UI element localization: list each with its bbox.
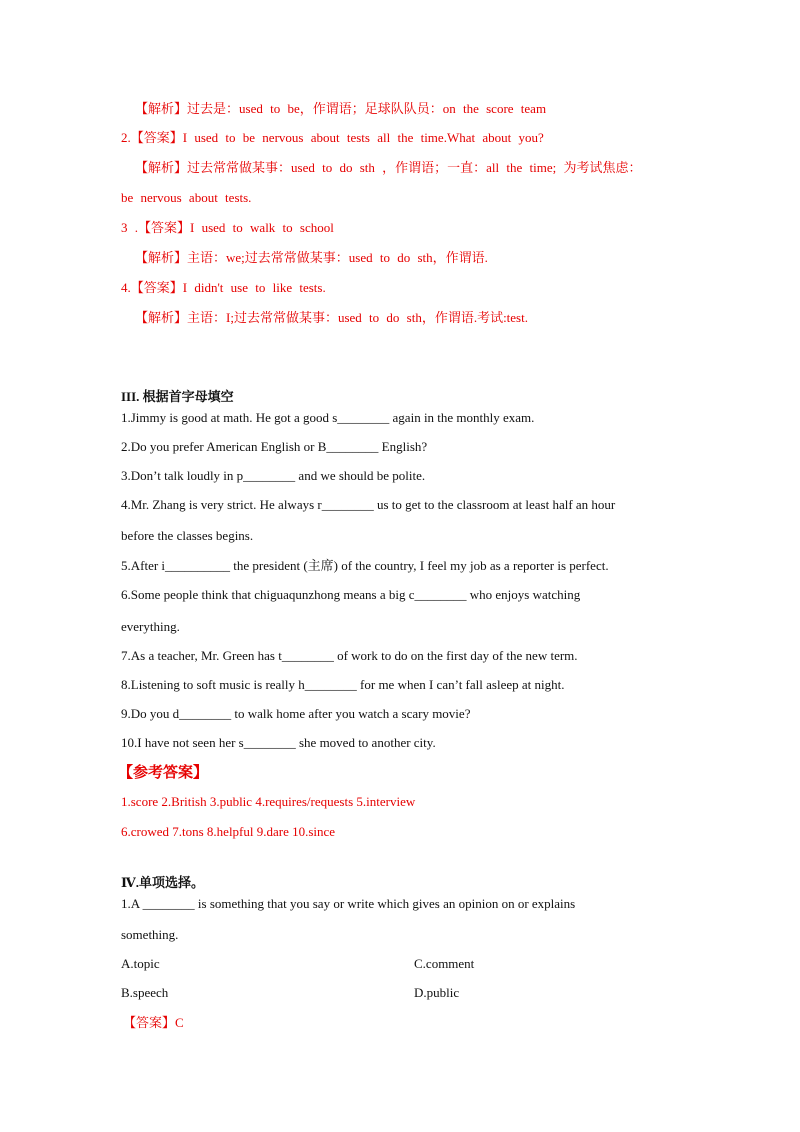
question-line: 1.Jimmy is good at math. He got a good s________ again in the monthly exam. <box>121 410 535 425</box>
question-line: 2.Do you prefer American English or B________ English? <box>121 439 428 454</box>
answer-text: C <box>175 1015 184 1030</box>
answer-line <box>123 1015 184 1031</box>
answer-text: I used to be nervous about tests all the time.What about you? <box>182 130 544 145</box>
analysis-prefix: 【解析】 <box>135 101 188 116</box>
question-line: before the classes begins. <box>121 528 254 543</box>
question-line: 7.As a teacher, Mr. Green has t________ of work to do on the first day of the new term. <box>121 648 578 663</box>
analysis-prefix: 【解析】 <box>135 310 188 325</box>
analysis-prefix: 【解析】 <box>135 250 188 265</box>
section-heading-fill-in: III. 根据首字母填空 <box>121 389 234 404</box>
answer-text: I didn't use to like tests. <box>182 280 326 295</box>
analysis-line-2-cont <box>121 190 251 206</box>
reference-answer-line: 1.score 2.British 3.public 4.requires/requests 5.interview <box>121 794 416 809</box>
reference-answer-line: 6.crowed 7.tons 8.helpful 9.dare 10.since <box>121 824 336 839</box>
analysis-text: 过去是：used to be，作谓语；足球队队员：on the score team <box>187 101 547 116</box>
answer-line-4 <box>121 280 326 296</box>
answer-prefix: 【答案】 <box>123 1015 176 1030</box>
question-line: 3.Don’t talk loudly in p________ and we should be polite. <box>121 468 426 483</box>
option-b: B.speech <box>121 985 169 1000</box>
analysis-text: 过去常常做某事：used to do sth ，作谓语；一直：all the time; 为考试焦虑： <box>187 160 642 175</box>
analysis-line-2 <box>135 160 641 176</box>
answer-line-2 <box>121 130 544 146</box>
analysis-text: 主语：we;过去常常做某事：used to do sth，作谓语. <box>187 250 488 265</box>
question-line: 1.A ________ is something that you say or write which gives an opinion on or explains <box>121 896 576 911</box>
analysis-line-4 <box>135 310 528 326</box>
analysis-line-3 <box>135 250 488 266</box>
question-line: 10.I have not seen her s________ she moved to another city. <box>121 735 436 750</box>
question-line: something. <box>121 927 179 942</box>
question-line: 6.Some people think that chiguaqunzhong means a big c________ who enjoys watching <box>121 587 581 602</box>
analysis-text: 主语：I;过去常常做某事：used to do sth，作谓语.考试:test. <box>187 310 528 325</box>
question-line: 8.Listening to soft music is really h________ for me when I can’t fall asleep at night. <box>121 677 565 692</box>
reference-answer-title: 【参考答案】 <box>118 765 209 781</box>
option-c: C.comment <box>414 956 475 971</box>
answer-prefix: 2.【答案】 <box>121 130 183 145</box>
answer-line-3 <box>121 220 334 236</box>
answer-prefix: 3 .【答案】 <box>121 220 191 235</box>
analysis-prefix: 【解析】 <box>135 160 188 175</box>
analysis-line-1 <box>135 101 546 117</box>
answer-text: I used to walk to school <box>190 220 334 235</box>
question-line: 4.Mr. Zhang is very strict. He always r________ us to get to the classroom at least half an hour <box>121 497 616 512</box>
question-line: 5.After i__________ the president (主席) of the country, I feel my job as a reporter is perfect. <box>121 558 609 573</box>
question-line: everything. <box>121 619 180 634</box>
section-heading-multiple-choice: Ⅳ.单项选择。 <box>121 875 205 890</box>
option-d: D.public <box>414 985 460 1000</box>
analysis-text: be nervous about tests. <box>121 190 252 205</box>
question-line: 9.Do you d________ to walk home after you watch a scary movie? <box>121 706 471 721</box>
answer-prefix: 4.【答案】 <box>121 280 183 295</box>
option-a: A.topic <box>121 956 160 971</box>
